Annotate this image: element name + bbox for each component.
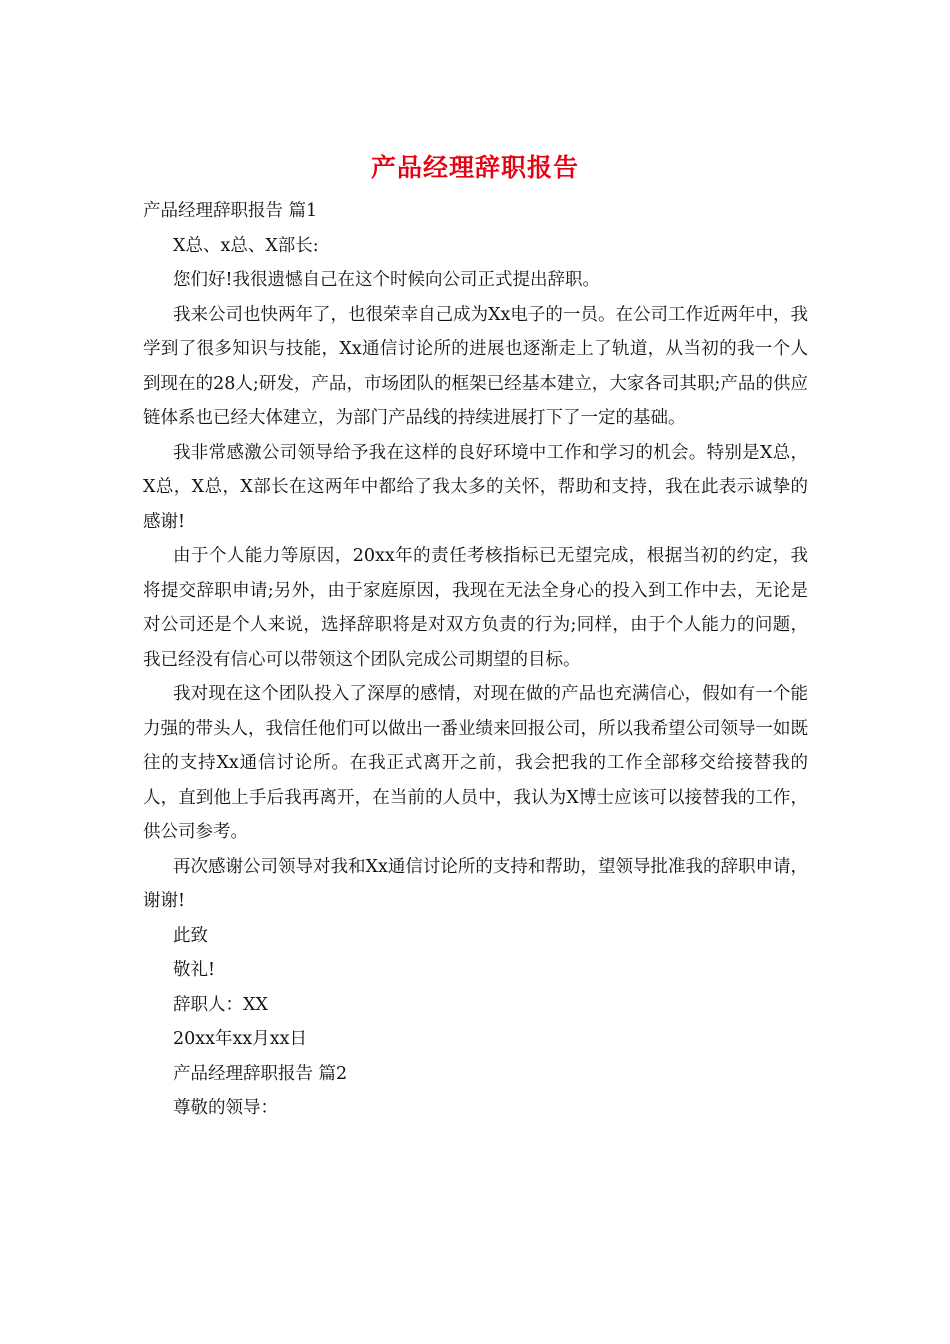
date: 20xx年xx月xx日 xyxy=(173,1029,307,1049)
section-heading: 产品经理辞职报告 篇1 xyxy=(143,201,318,221)
document-title: 产品经理辞职报告 xyxy=(370,153,579,182)
greeting: 您们好!我很遗憾自己在这个时候向公司正式提出辞职。 xyxy=(173,270,601,290)
regards: 敬礼! xyxy=(173,960,216,980)
section-heading: 产品经理辞职报告 篇2 xyxy=(173,1063,348,1084)
paragraph: 由于个人能力等原因，20xx年的责任考核指标已无望完成，根据当初的约定，我将提交辞职申请;另外，由于家庭原因，我现在无法全身心的投入到工作中去，无论是对公司还是个人来说，选择辞职将是对双方负责的行为;同样，由于个人能力的问题，我已经没有信心可以带领这个团队完成公司期望的目标。 xyxy=(143,546,808,670)
paragraph: 我非常感激公司领导给予我在这样的良好环境中工作和学习的机会。特别是X总，X总，X总，X部长在这两年中都给了我太多的关怀，帮助和支持，我在此表示诚挚的感谢! xyxy=(143,442,808,532)
paragraph: 我来公司也快两年了，也很荣幸自己成为Xx电子的一员。在公司工作近两年中，我学到了很多知识与技能，Xx通信讨论所的进展也逐渐走上了轨道，从当初的我一个人到现在的28人;研发，产品，市场团队的框架已经基本建立，大家各司其职;产品的供应链体系也已经大体建立，为部门产品线的持续进展打下了一定的基础。 xyxy=(143,304,808,428)
closing: 此致 xyxy=(173,925,208,946)
document-body xyxy=(143,194,808,1126)
paragraph: 再次感谢公司领导对我和Xx通信讨论所的支持和帮助，望领导批准我的辞职申请，谢谢! xyxy=(143,856,808,911)
salutation: 尊敬的领导： xyxy=(173,1098,278,1118)
signer: 辞职人：XX xyxy=(173,994,268,1015)
paragraph: 我对现在这个团队投入了深厚的感情，对现在做的产品也充满信心，假如有一个能力强的带头人，我信任他们可以做出一番业绩来回报公司，所以我希望公司领导一如既往的支持Xx通信讨论所。在我正式离开之前，我会把我的工作全部移交给接替我的人，直到他上手后我再离开，在当前的人员中，我认为X博士应该可以接替我的工作，供公司参考。 xyxy=(143,684,808,842)
salutation: X总、x总、X部长: xyxy=(173,235,319,256)
